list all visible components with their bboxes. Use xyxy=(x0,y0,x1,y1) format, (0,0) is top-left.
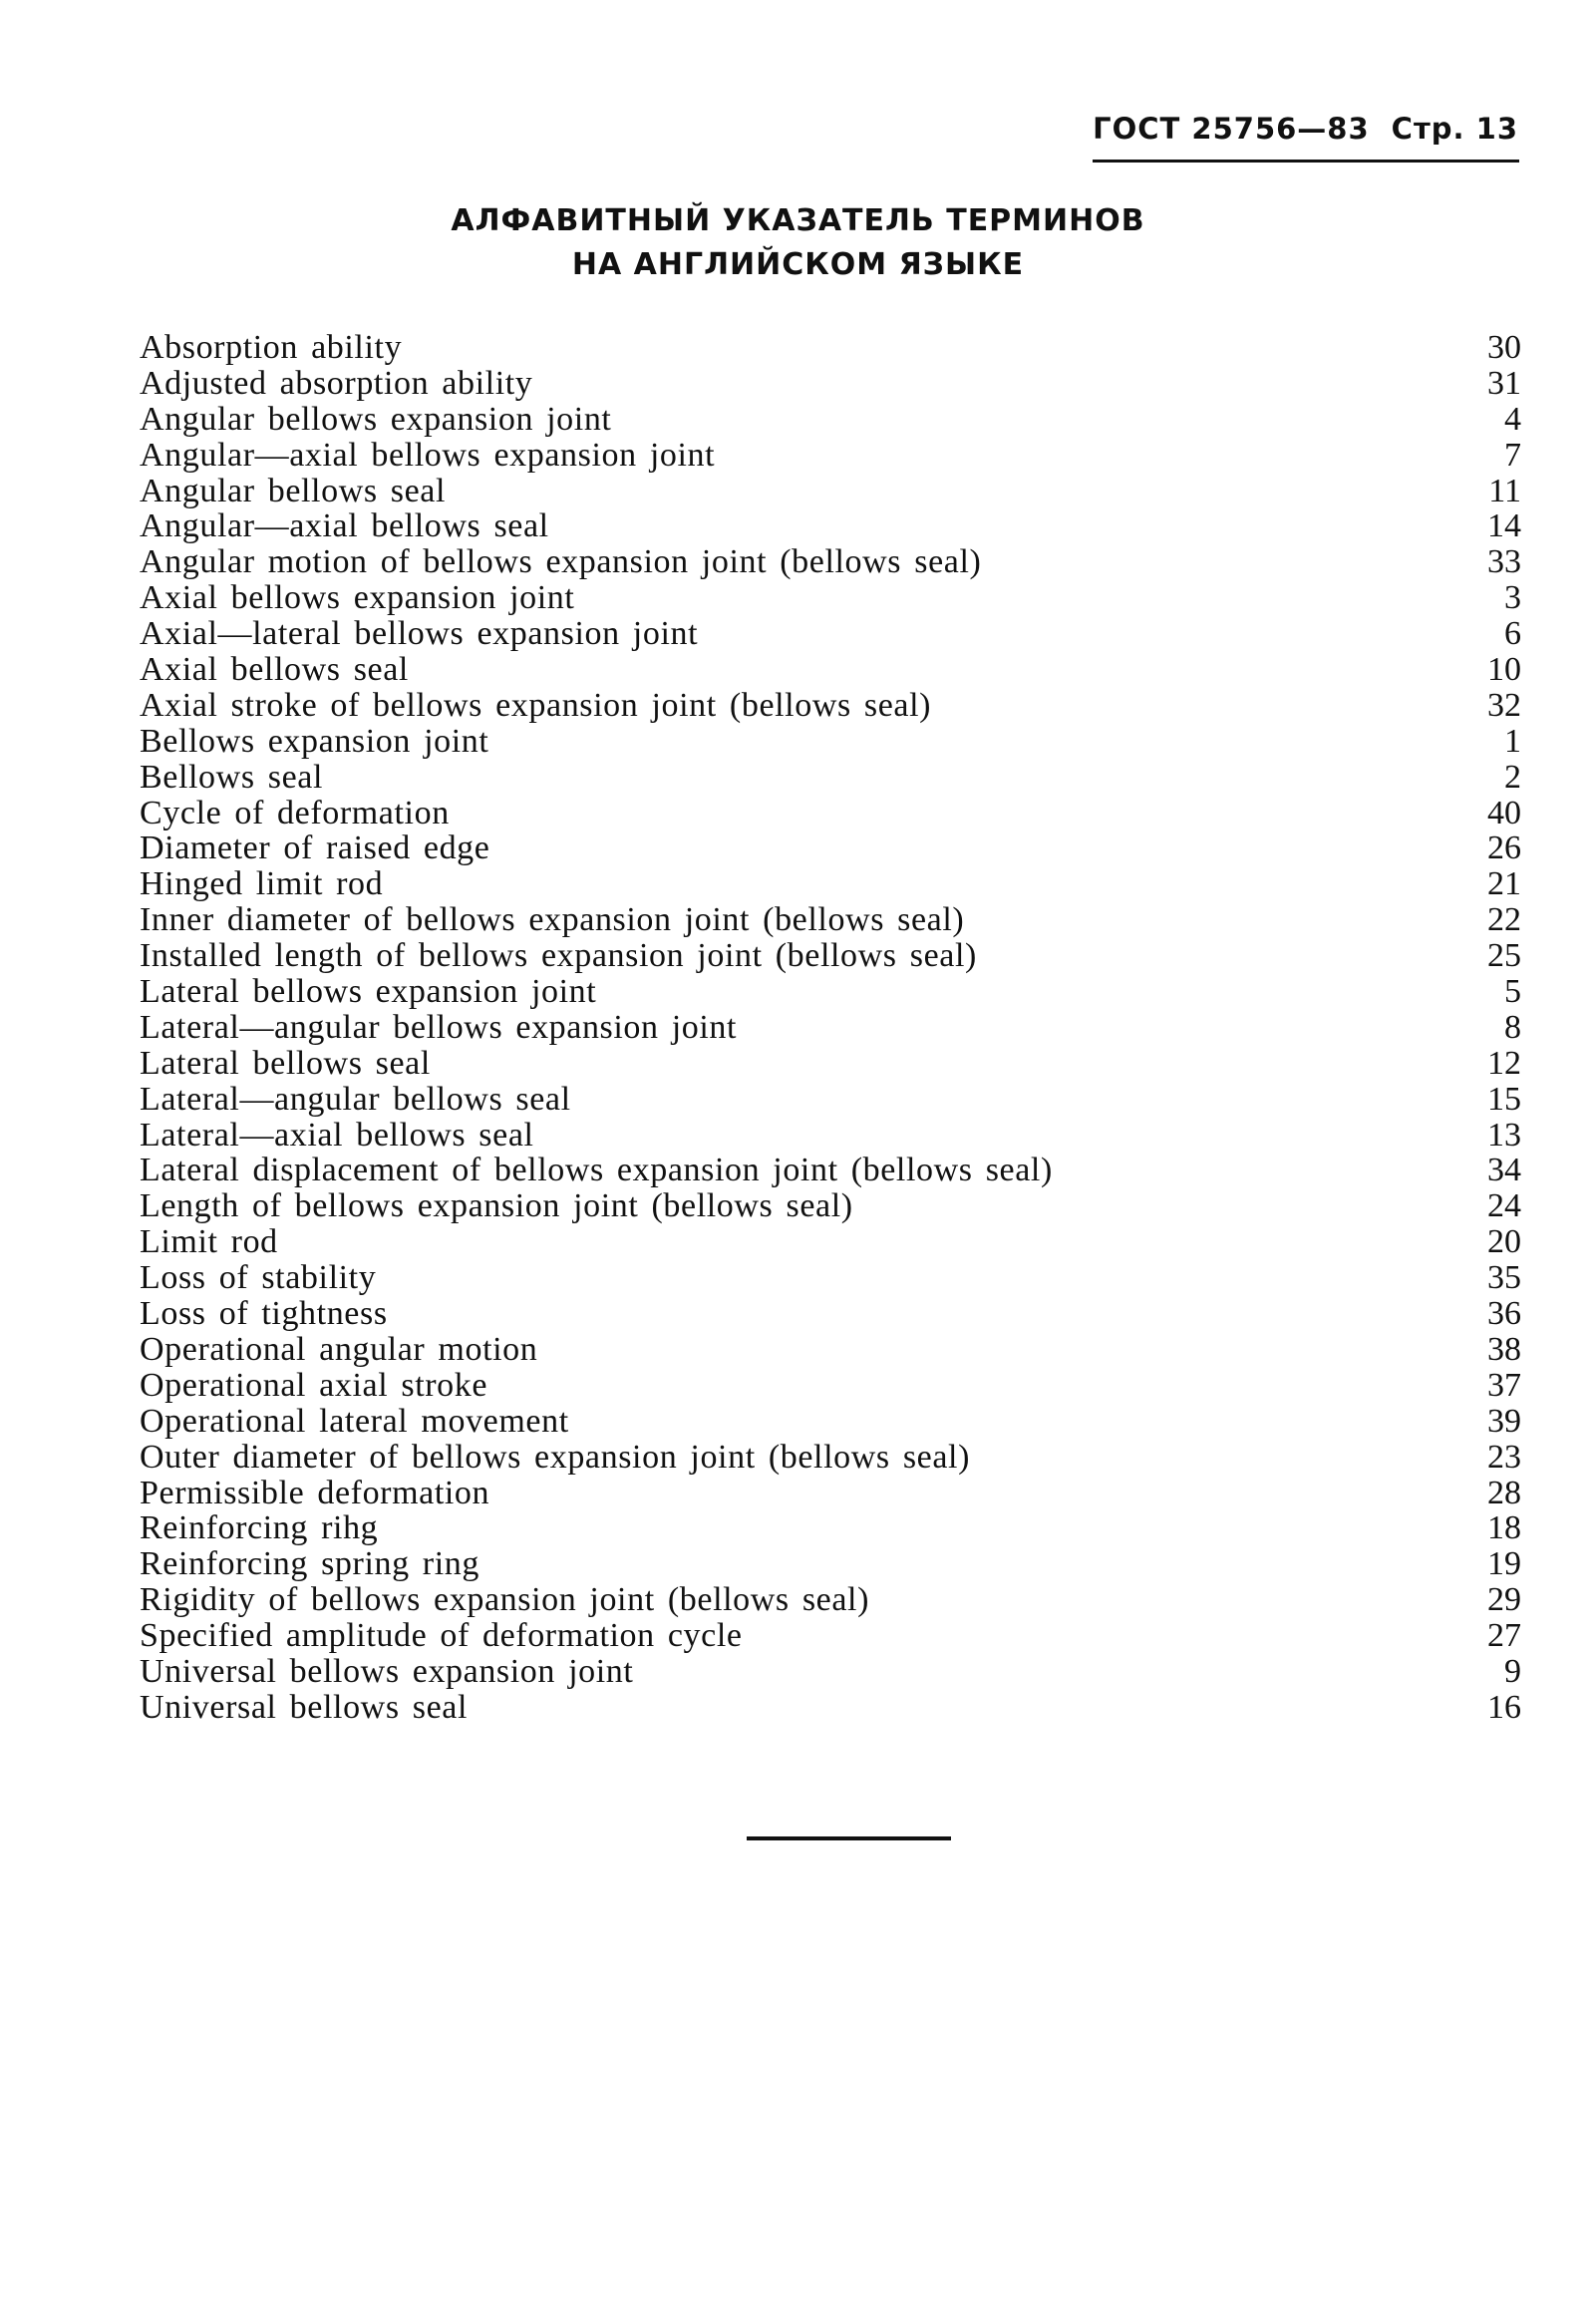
index-term: Absorption ability xyxy=(140,329,403,366)
index-term: Specified amplitude of deformation cycle xyxy=(140,1617,743,1655)
index-entry xyxy=(140,474,1521,509)
index-entry xyxy=(140,1118,1521,1154)
index-entry xyxy=(140,544,1521,580)
index-term: Cycle of deformation xyxy=(140,794,450,831)
index-term: Bellows expansion joint xyxy=(140,722,489,760)
index-entry xyxy=(140,438,1521,474)
index-term-number: 20 xyxy=(1487,1223,1521,1261)
index-term: Lateral bellows seal xyxy=(140,1044,431,1082)
index-entry xyxy=(140,1582,1521,1618)
index-term-number: 28 xyxy=(1487,1474,1521,1511)
index-entry xyxy=(140,1510,1521,1546)
index-term: Lateral bellows expansion joint xyxy=(140,973,597,1011)
index-term: Axial—lateral bellows expansion joint xyxy=(140,615,699,653)
index-term-number: 40 xyxy=(1487,794,1521,831)
index-term-number: 14 xyxy=(1487,507,1521,545)
index-term-number: 5 xyxy=(1504,973,1521,1011)
index-term: Loss of tightness xyxy=(140,1295,388,1333)
index-title-line-1: АЛФАВИТНЫЙ УКАЗАТЕЛЬ ТЕРМИНОВ xyxy=(451,203,1145,238)
index-term: Loss of stability xyxy=(140,1259,377,1297)
index-term: Limit rod xyxy=(140,1223,278,1261)
index-term: Lateral—axial bellows seal xyxy=(140,1116,534,1154)
index-entry xyxy=(140,1010,1521,1046)
index-term-number: 4 xyxy=(1504,400,1521,438)
index-term: Adjusted absorption ability xyxy=(140,364,533,402)
index-entry xyxy=(140,796,1521,831)
index-term-number: 10 xyxy=(1487,651,1521,689)
index-term: Diameter of raised edge xyxy=(140,829,490,867)
index-entry xyxy=(140,1404,1521,1440)
index-term: Angular bellows expansion joint xyxy=(140,400,612,438)
index-entry xyxy=(140,724,1521,760)
index-entry xyxy=(140,938,1521,974)
index-entry xyxy=(140,330,1521,366)
index-term-number: 1 xyxy=(1504,722,1521,760)
index-term: Hinged limit rod xyxy=(140,865,384,903)
end-rule xyxy=(747,1836,951,1840)
index-entry xyxy=(140,688,1521,724)
index-entry xyxy=(140,508,1521,544)
index-entry xyxy=(140,1476,1521,1511)
index-entry xyxy=(140,830,1521,866)
index-term-number: 34 xyxy=(1487,1152,1521,1189)
index-term-number: 15 xyxy=(1487,1080,1521,1118)
index-term-number: 9 xyxy=(1504,1652,1521,1690)
index-entry xyxy=(140,1332,1521,1368)
index-entry xyxy=(140,1260,1521,1296)
page-number: Стр. 13 xyxy=(1391,112,1518,146)
index-term: Angular motion of bellows expansion joint (bellows seal) xyxy=(140,543,982,581)
index-term: Axial bellows expansion joint xyxy=(140,579,575,617)
index-term-number: 25 xyxy=(1487,937,1521,975)
index-term: Operational lateral movement xyxy=(140,1402,569,1440)
index-entry xyxy=(140,652,1521,688)
index-title-line-2: НА АНГЛИЙСКОМ ЯЗЫКЕ xyxy=(571,247,1025,282)
index-term-number: 2 xyxy=(1504,758,1521,796)
index-term: Bellows seal xyxy=(140,758,324,796)
index-entry xyxy=(140,580,1521,616)
index-entry xyxy=(140,974,1521,1010)
index-term-number: 29 xyxy=(1487,1581,1521,1619)
index-term: Permissible deformation xyxy=(140,1474,490,1511)
index-term-number: 27 xyxy=(1487,1617,1521,1655)
index-term-number: 16 xyxy=(1487,1688,1521,1726)
index-entry xyxy=(140,1368,1521,1404)
index-entry xyxy=(140,1082,1521,1118)
index-entry xyxy=(140,1153,1521,1188)
index-term-number: 37 xyxy=(1487,1366,1521,1404)
index-term-number: 12 xyxy=(1487,1044,1521,1082)
index-term: Angular—axial bellows seal xyxy=(140,507,549,545)
index-term-number: 36 xyxy=(1487,1295,1521,1333)
index-term-number: 7 xyxy=(1504,436,1521,474)
index-entry xyxy=(140,1224,1521,1260)
index-term: Outer diameter of bellows expansion joint (bellows seal) xyxy=(140,1438,971,1476)
index-term: Rigidity of bellows expansion joint (bellows seal) xyxy=(140,1581,870,1619)
index-term-number: 38 xyxy=(1487,1330,1521,1368)
index-entry xyxy=(140,760,1521,796)
index-term: Lateral displacement of bellows expansion joint (bellows seal) xyxy=(140,1152,1053,1189)
index-entry xyxy=(140,1546,1521,1582)
index-term-number: 18 xyxy=(1487,1509,1521,1547)
index-term: Installed length of bellows expansion joint (bellows seal) xyxy=(140,937,977,975)
index-term-number: 30 xyxy=(1487,329,1521,366)
index-term: Universal bellows seal xyxy=(140,1688,469,1726)
standard-number: ГОСТ 25756—83 xyxy=(1093,112,1370,146)
index-term-number: 23 xyxy=(1487,1438,1521,1476)
index-term-number: 33 xyxy=(1487,543,1521,581)
index-term: Angular—axial bellows expansion joint xyxy=(140,436,716,474)
index-term-number: 39 xyxy=(1487,1402,1521,1440)
index-term: Angular bellows seal xyxy=(140,472,447,509)
index-title xyxy=(0,199,1596,287)
index-term-number: 19 xyxy=(1487,1545,1521,1583)
index-entry xyxy=(140,616,1521,652)
index-term-number: 3 xyxy=(1504,579,1521,617)
index-term: Universal bellows expansion joint xyxy=(140,1652,634,1690)
index-term-number: 21 xyxy=(1487,865,1521,903)
index-term-number: 8 xyxy=(1504,1008,1521,1046)
index-entry xyxy=(140,1296,1521,1332)
index-entry xyxy=(140,402,1521,438)
index-term-number: 31 xyxy=(1487,364,1521,402)
index-entry xyxy=(140,1188,1521,1224)
index-term: Axial stroke of bellows expansion joint (bellows seal) xyxy=(140,686,932,724)
index-term: Length of bellows expansion joint (bellows seal) xyxy=(140,1187,853,1225)
index-entry xyxy=(140,366,1521,402)
index-term: Reinforcing spring ring xyxy=(140,1545,479,1583)
index-term: Inner diameter of bellows expansion joint (bellows seal) xyxy=(140,901,965,939)
index-term-number: 22 xyxy=(1487,901,1521,939)
index-term: Operational axial stroke xyxy=(140,1366,488,1404)
index-term-number: 6 xyxy=(1504,615,1521,653)
term-index-list xyxy=(140,330,1521,1726)
index-term-number: 35 xyxy=(1487,1259,1521,1297)
running-header xyxy=(1093,112,1518,146)
index-term-number: 13 xyxy=(1487,1116,1521,1154)
index-term-number: 24 xyxy=(1487,1187,1521,1225)
index-term-number: 11 xyxy=(1488,472,1521,509)
index-entry xyxy=(140,1654,1521,1690)
index-entry xyxy=(140,1046,1521,1082)
index-entry xyxy=(140,1618,1521,1654)
index-entry xyxy=(140,902,1521,938)
index-term: Lateral—angular bellows seal xyxy=(140,1080,571,1118)
index-term: Lateral—angular bellows expansion joint xyxy=(140,1008,738,1046)
index-term-number: 32 xyxy=(1487,686,1521,724)
index-entry xyxy=(140,866,1521,902)
index-entry xyxy=(140,1690,1521,1726)
index-term-number: 26 xyxy=(1487,829,1521,867)
index-entry xyxy=(140,1440,1521,1476)
index-term: Axial bellows seal xyxy=(140,651,409,689)
header-rule xyxy=(1093,160,1519,163)
index-term: Operational angular motion xyxy=(140,1330,538,1368)
index-term: Reinforcing rihg xyxy=(140,1509,379,1547)
